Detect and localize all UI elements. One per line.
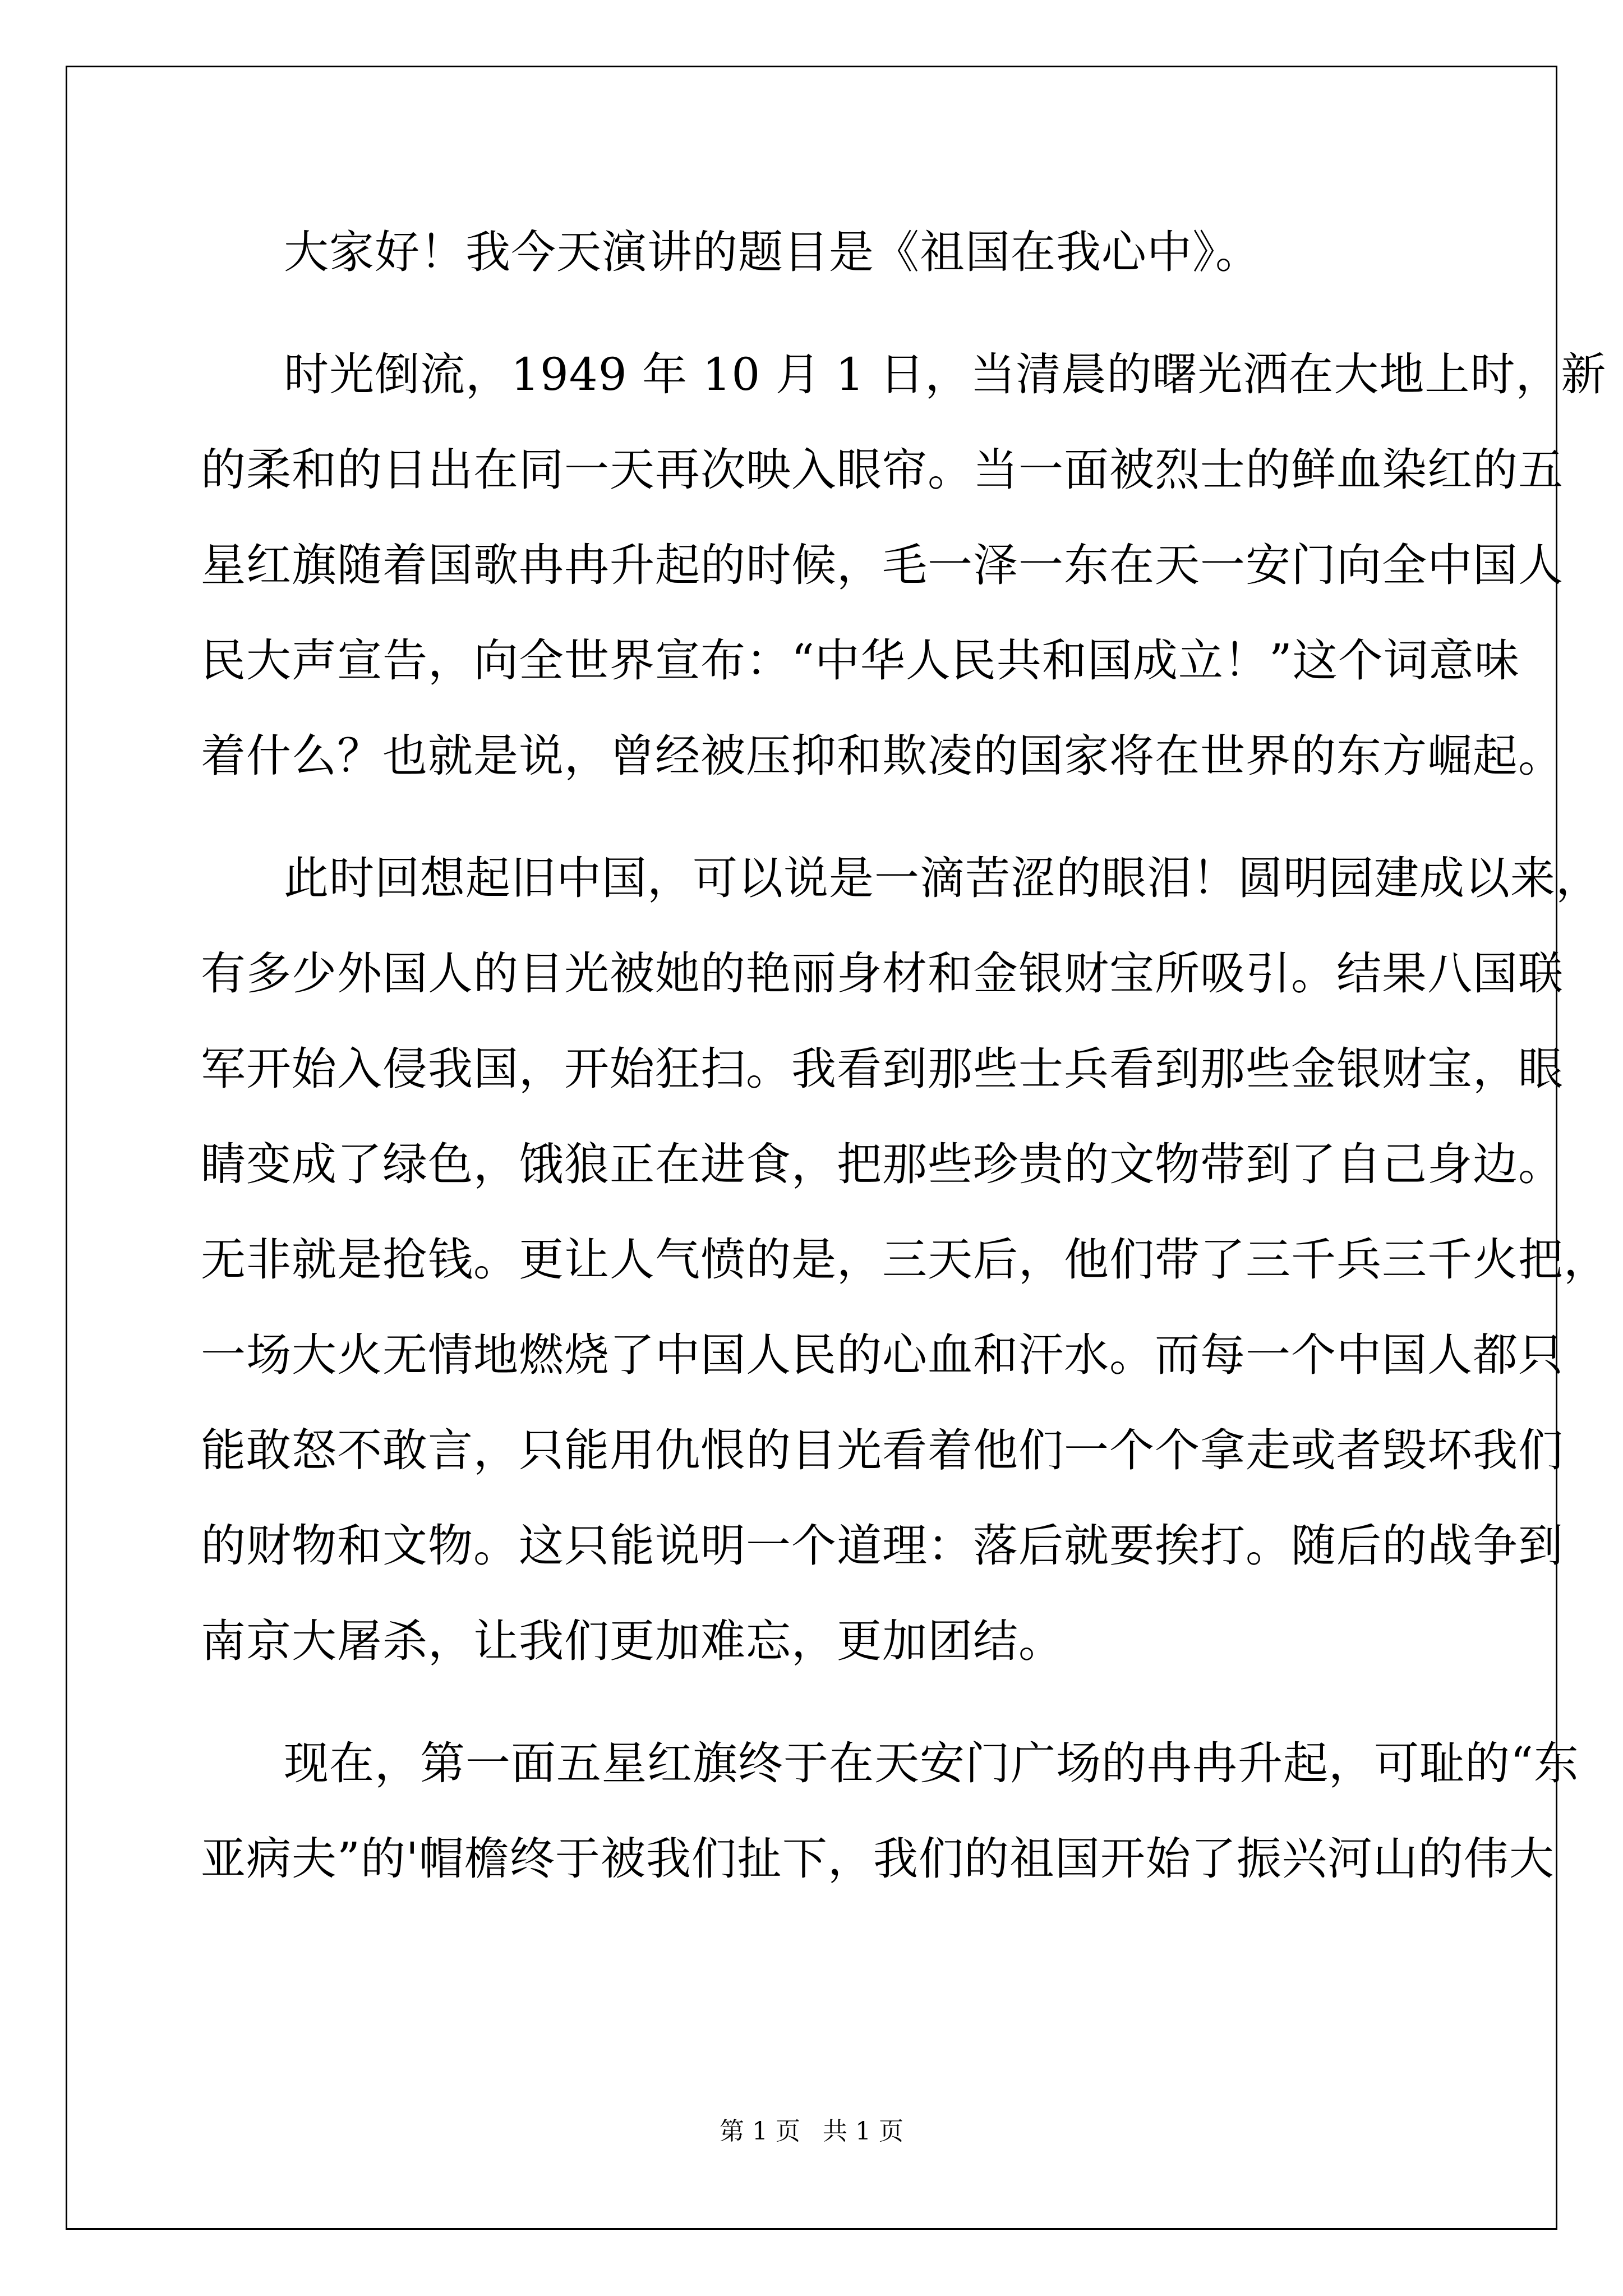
text-line: 南京大屠杀，让我们更加难忘，更加团结。 xyxy=(201,1615,1064,1667)
paragraph-2 xyxy=(201,327,1607,804)
page-footer xyxy=(0,2115,1623,2148)
paragraph-3 xyxy=(201,831,1609,1689)
text-line: 星红旗随着国歌冉冉升起的时候，毛一泽一东在天一安门向全中国人 xyxy=(201,539,1564,591)
text-line: 有多少外国人的目光被她的艳丽身材和金银财宝所吸引。结果八国联 xyxy=(201,947,1564,1000)
text-line: 无非就是抢钱。更让人气愤的是，三天后，他们带了三千兵三千火把， xyxy=(201,1234,1609,1286)
text-line: 大家好！我今天演讲的题目是《祖国在我心中》。 xyxy=(284,226,1261,278)
text-line: 时光倒流，1949 年 10 月 1 日，当清晨的曙光洒在大地上时，新 xyxy=(284,348,1607,401)
text-line: 的财物和文物。这只能说明一个道理：落后就要挨打。随后的战争到 xyxy=(201,1520,1564,1572)
text-line: 亚病夫”的'帽檐终于被我们扯下，我们的祖国开始了振兴河山的伟大 xyxy=(201,1833,1555,1885)
total-pages: 共 1 页 xyxy=(823,2117,903,2146)
text-line: 一场大火无情地燃烧了中国人民的心血和汗水。而每一个中国人都只 xyxy=(201,1329,1564,1381)
text-line: 军开始入侵我国，开始狂扫。我看到那些士兵看到那些金银财宝，眼 xyxy=(201,1043,1564,1095)
page-number: 第 1 页 xyxy=(720,2117,800,2146)
text-line: 民大声宣告，向全世界宣布：“中华人民共和国成立！”这个词意味 xyxy=(201,634,1520,687)
text-line: 的柔和的日出在同一天再次映入眼帘。当一面被烈士的鲜血染红的五 xyxy=(201,444,1564,496)
text-line: 着什么？也就是说，曾经被压抑和欺凌的国家将在世界的东方崛起。 xyxy=(201,730,1564,782)
text-line: 此时回想起旧中国，可以说是一滴苦涩的眼泪！圆明园建成以来， xyxy=(284,852,1601,904)
document-body xyxy=(201,205,1609,1907)
paragraph-1 xyxy=(201,205,1457,300)
paragraph-4 xyxy=(201,1716,1579,1907)
text-line: 现在，第一面五星红旗终于在天安门广场的冉冉升起，可耻的“东 xyxy=(284,1737,1579,1789)
text-line: 睛变成了绿色，饿狼正在进食，把那些珍贵的文物带到了自己身边。 xyxy=(201,1138,1564,1190)
text-line: 能敢怒不敢言，只能用仇恨的目光看着他们一个个拿走或者毁坏我们 xyxy=(201,1424,1564,1476)
